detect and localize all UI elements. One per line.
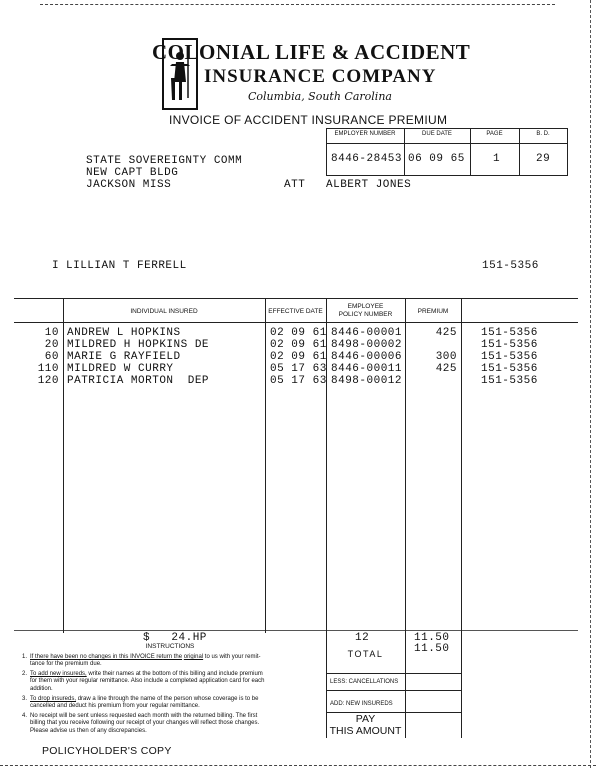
company-name-line2: INSURANCE COMPANY [204, 66, 437, 87]
row-code: 20 [44, 339, 59, 351]
pay-label-line1: PAY [355, 713, 376, 725]
row-group: 151-5356 [481, 327, 538, 339]
instruction-1-text-a: If there have been no changes in this INVOICE return the [30, 654, 183, 660]
att-name: ALBERT JONES [326, 179, 412, 191]
column-header-effective: EFFECTIVE DATE [268, 308, 323, 315]
row-name: MILDRED H HOPKINS DE [67, 339, 210, 351]
policyholders-copy-label: POLICYHOLDER'S COPY [42, 745, 172, 757]
company-name-line1: COLONIAL LIFE & ACCIDENT [152, 40, 471, 64]
table-row [0, 363, 596, 375]
employer-number: 8446-28453 [331, 153, 403, 165]
total-amount-2: 11.50 [414, 643, 450, 655]
column-header-policy-line2: POLICY NUMBER [338, 311, 393, 318]
address-line3: JACKSON MISS [86, 179, 172, 191]
address-line1: STATE SOVEREIGNTY COMM [86, 155, 243, 167]
instruction-3 [30, 696, 325, 711]
page-label: PAGE [486, 131, 503, 137]
row-date: 05 17 63 [270, 363, 327, 375]
row-code: 10 [44, 327, 59, 339]
row-date: 05 17 63 [270, 375, 327, 387]
table-row [0, 375, 596, 387]
instruction-2-number: 2. [22, 671, 28, 677]
instruction-4-text-a: No receipt will be sent unless requested each month with the returned billing. The first [30, 713, 258, 719]
att-label: ATT [284, 179, 306, 191]
row-date: 02 09 61 [270, 339, 327, 351]
column-header-insured: INDIVIDUAL INSURED [130, 308, 198, 315]
top-perforation [40, 4, 555, 5]
column-header-premium: PREMIUM [417, 308, 449, 315]
table-row [0, 351, 596, 363]
instructions-heading: INSTRUCTIONS [145, 643, 195, 650]
row-name: MARIE G RAYFIELD [67, 351, 181, 363]
instruction-2-text-a: write their names at the bottom of this billing and include premium [88, 671, 263, 677]
row-premium: 425 [435, 363, 457, 375]
instruction-2-text-c: addition. [30, 685, 53, 692]
instruction-1 [30, 654, 325, 669]
due-date: 06 09 65 [408, 153, 465, 165]
employer-number-label: EMPLOYER NUMBER [334, 131, 396, 137]
instruction-1-text-b: to us with your remit- [204, 654, 261, 660]
instruction-1-text-c: tance for the premium due. [30, 661, 102, 668]
row-date: 02 09 61 [270, 351, 327, 363]
instruction-2 [30, 671, 325, 693]
row-code: 110 [37, 363, 59, 375]
row-policy: 8446-00001 [331, 327, 403, 339]
instruction-1-number: 1. [22, 654, 28, 660]
row-policy: 8446-00006 [331, 351, 403, 363]
row-group: 151-5356 [481, 375, 538, 387]
row-premium: 425 [435, 327, 457, 339]
bd-value: 29 [536, 153, 551, 165]
bottom-perforation [0, 765, 596, 766]
total-amount-1: 11.50 [414, 632, 450, 644]
row-name: PATRICIA MORTON DEP [67, 375, 210, 387]
row-group: 151-5356 [481, 351, 538, 363]
add-new-insureds-label: ADD: NEW INSUREDS [330, 701, 393, 707]
instruction-4-text-b: billing that you receive following our receipt of your changes will reflect those changes. [30, 720, 260, 727]
instruction-3-underlined: To drop insureds, [30, 696, 77, 702]
column-header-policy-line1: EMPLOYEE [347, 303, 384, 310]
total-count: 12 [355, 632, 370, 644]
bd-label: B. D. [536, 131, 550, 137]
instruction-4 [30, 713, 325, 735]
policyholder-prefix: I [52, 260, 60, 272]
instruction-4-number: 4. [22, 713, 28, 719]
invoice-title: INVOICE OF ACCIDENT INSURANCE PREMIUM [169, 113, 448, 127]
row-code: 60 [44, 351, 59, 363]
row-code: 120 [37, 375, 59, 387]
row-policy: 8446-00011 [331, 363, 403, 375]
policyholder-name: LILLIAN T FERRELL [66, 260, 187, 272]
row-group: 151-5356 [481, 363, 538, 375]
due-date-label: DUE DATE [422, 131, 452, 137]
less-cancellations-label: LESS: CANCELLATIONS [330, 679, 399, 685]
instruction-1-original: original [183, 654, 204, 660]
row-premium: 300 [435, 351, 457, 363]
row-name: ANDREW L HOPKINS [67, 327, 181, 339]
row-name: MILDRED W CURRY [67, 363, 174, 375]
instruction-3-text-b: cancelled and deduct his premium from your regular remittance. [30, 703, 200, 710]
policyholder-number: 151-5356 [482, 260, 539, 272]
row-date: 02 09 61 [270, 327, 327, 339]
instruction-3-text-a: draw a line through the name of the person whose coverage is to be [77, 696, 259, 702]
row-policy: 8498-00012 [331, 375, 403, 387]
total-label: TOTAL [347, 649, 384, 659]
pay-label-line2: THIS AMOUNT [329, 725, 402, 737]
page-number: 1 [493, 153, 501, 165]
instruction-4-text-c: Please advise us then of any discrepancies. [30, 727, 147, 734]
instruction-3-number: 3. [22, 696, 28, 702]
amount-left: $ 24.HP [143, 632, 207, 644]
row-group: 151-5356 [481, 339, 538, 351]
instruction-2-text-b: for them with your regular remittance. Also include a completed application card for each [30, 678, 265, 685]
table-row [0, 339, 596, 351]
instruction-2-underlined: To add new insureds, [30, 671, 87, 677]
address-line2: NEW CAPT BLDG [86, 167, 179, 179]
row-policy: 8498-00002 [331, 339, 403, 351]
table-row [0, 327, 596, 339]
company-location: Columbia, South Carolina [248, 90, 392, 103]
